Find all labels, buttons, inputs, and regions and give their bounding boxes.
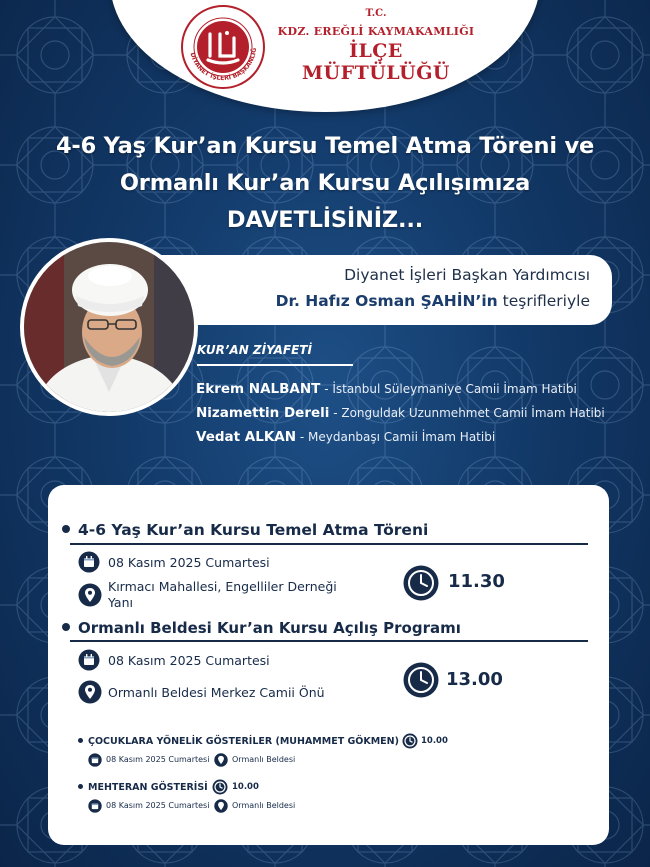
diyanet-logo-icon [180,4,266,90]
speaker-1 [196,381,577,397]
event1-location-line1: Kırmacı Mahallesi, Engelliler Derneği [108,579,337,594]
program-card [48,485,609,845]
bullet-icon [78,738,83,743]
event4-location: Ormanlı Beldesi [232,801,296,810]
event1-rule [70,543,588,545]
calendar-icon [88,753,102,767]
ziyafet-label: KUR’AN ZİYAFETİ [197,343,312,357]
header-muftuluk: İLÇE MÜFTÜLÜĞÜ [302,40,450,84]
event1-location-line2: Yanı [108,595,133,610]
event2-time: 13.00 [446,669,503,690]
ziyafet-divider [197,364,353,366]
event4-time: 10.00 [232,782,259,792]
speaker-3-name: Vedat ALKAN [196,429,297,445]
event1-date: 08 Kasım 2025 Cumartesi [108,555,270,570]
guest-suffix: teşrifleriyle [497,292,590,310]
event2-date: 08 Kasım 2025 Cumartesi [108,653,270,668]
event1-title [62,521,428,539]
calendar-icon [78,551,100,573]
clock-icon [402,733,418,749]
speaker-2 [196,405,605,421]
event3-title [78,736,399,747]
title-line-2: Ormanlı Kur’an Kursu Açılışımıza [119,170,531,196]
event2-location: Ormanlı Beldesi Merkez Camii Önü [108,685,325,700]
guest-role: Diyanet İşleri Başkan Yardımcısı [344,266,590,284]
calendar-icon [88,799,102,813]
event3-location: Ormanlı Beldesi [232,755,296,764]
speaker-1-name: Ekrem NALBANT [196,381,321,397]
location-icon [214,799,228,813]
guest-name-line [150,292,590,310]
location-icon [78,583,102,607]
event2-title-text: Ormanlı Beldesi Kur’an Kursu Açılış Programı [78,619,461,637]
calendar-icon [78,649,100,671]
title-line-1: 4-6 Yaş Kur’an Kursu Temel Atma Töreni ve [55,133,595,159]
invitation-title [0,128,650,239]
event2-rule [70,640,588,642]
event1-time: 11.30 [448,571,505,592]
bullet-icon [78,784,83,789]
title-line-3: DAVETLİSİNİZ... [226,207,424,233]
event3-time: 10.00 [421,736,448,746]
clock-icon [403,662,439,698]
bullet-icon [62,623,70,631]
event4-title-text: MEHTERAN GÖSTERİSİ [88,782,208,793]
speaker-2-desc: - Zonguldak Uzunmehmet Camii İmam Hatibi [329,406,605,420]
header-tc: T.C. [365,8,387,19]
logo-text: DİYANET İŞLERİ BAŞKANLIĞ [188,47,259,83]
event4-title [78,782,208,793]
speaker-3-desc: - Meydanbaşı Camii İmam Hatibi [296,430,496,444]
location-icon [78,680,102,704]
event1-location [108,579,337,611]
speaker-1-desc: - İstanbul Süleymaniye Camii İmam Hatibi [320,382,577,396]
event2-title [62,619,461,637]
header-text [276,8,476,84]
event1-title-text: 4-6 Yaş Kur’an Kursu Temel Atma Töreni [78,521,429,539]
clock-icon [403,565,439,601]
guest-portrait [20,238,198,416]
bullet-icon [62,525,70,533]
event3-date: 08 Kasım 2025 Cumartesi [106,755,210,764]
guest-name: Dr. Hafız Osman ŞAHİN’in [275,292,498,310]
event3-title-text: ÇOCUKLARA YÖNELİK GÖSTERİLER (MUHAMMET GÖKMEN) [88,736,399,747]
speaker-2-name: Nizamettin Dereli [196,405,330,421]
header-kaymakamlik: KDZ. EREĞLİ KAYMAKAMLIĞI [277,25,475,38]
guest-banner [150,255,612,325]
speaker-3 [196,429,495,445]
location-icon [214,753,228,767]
event4-date: 08 Kasım 2025 Cumartesi [106,801,210,810]
portrait-illustration [24,242,194,412]
clock-icon [212,779,228,795]
